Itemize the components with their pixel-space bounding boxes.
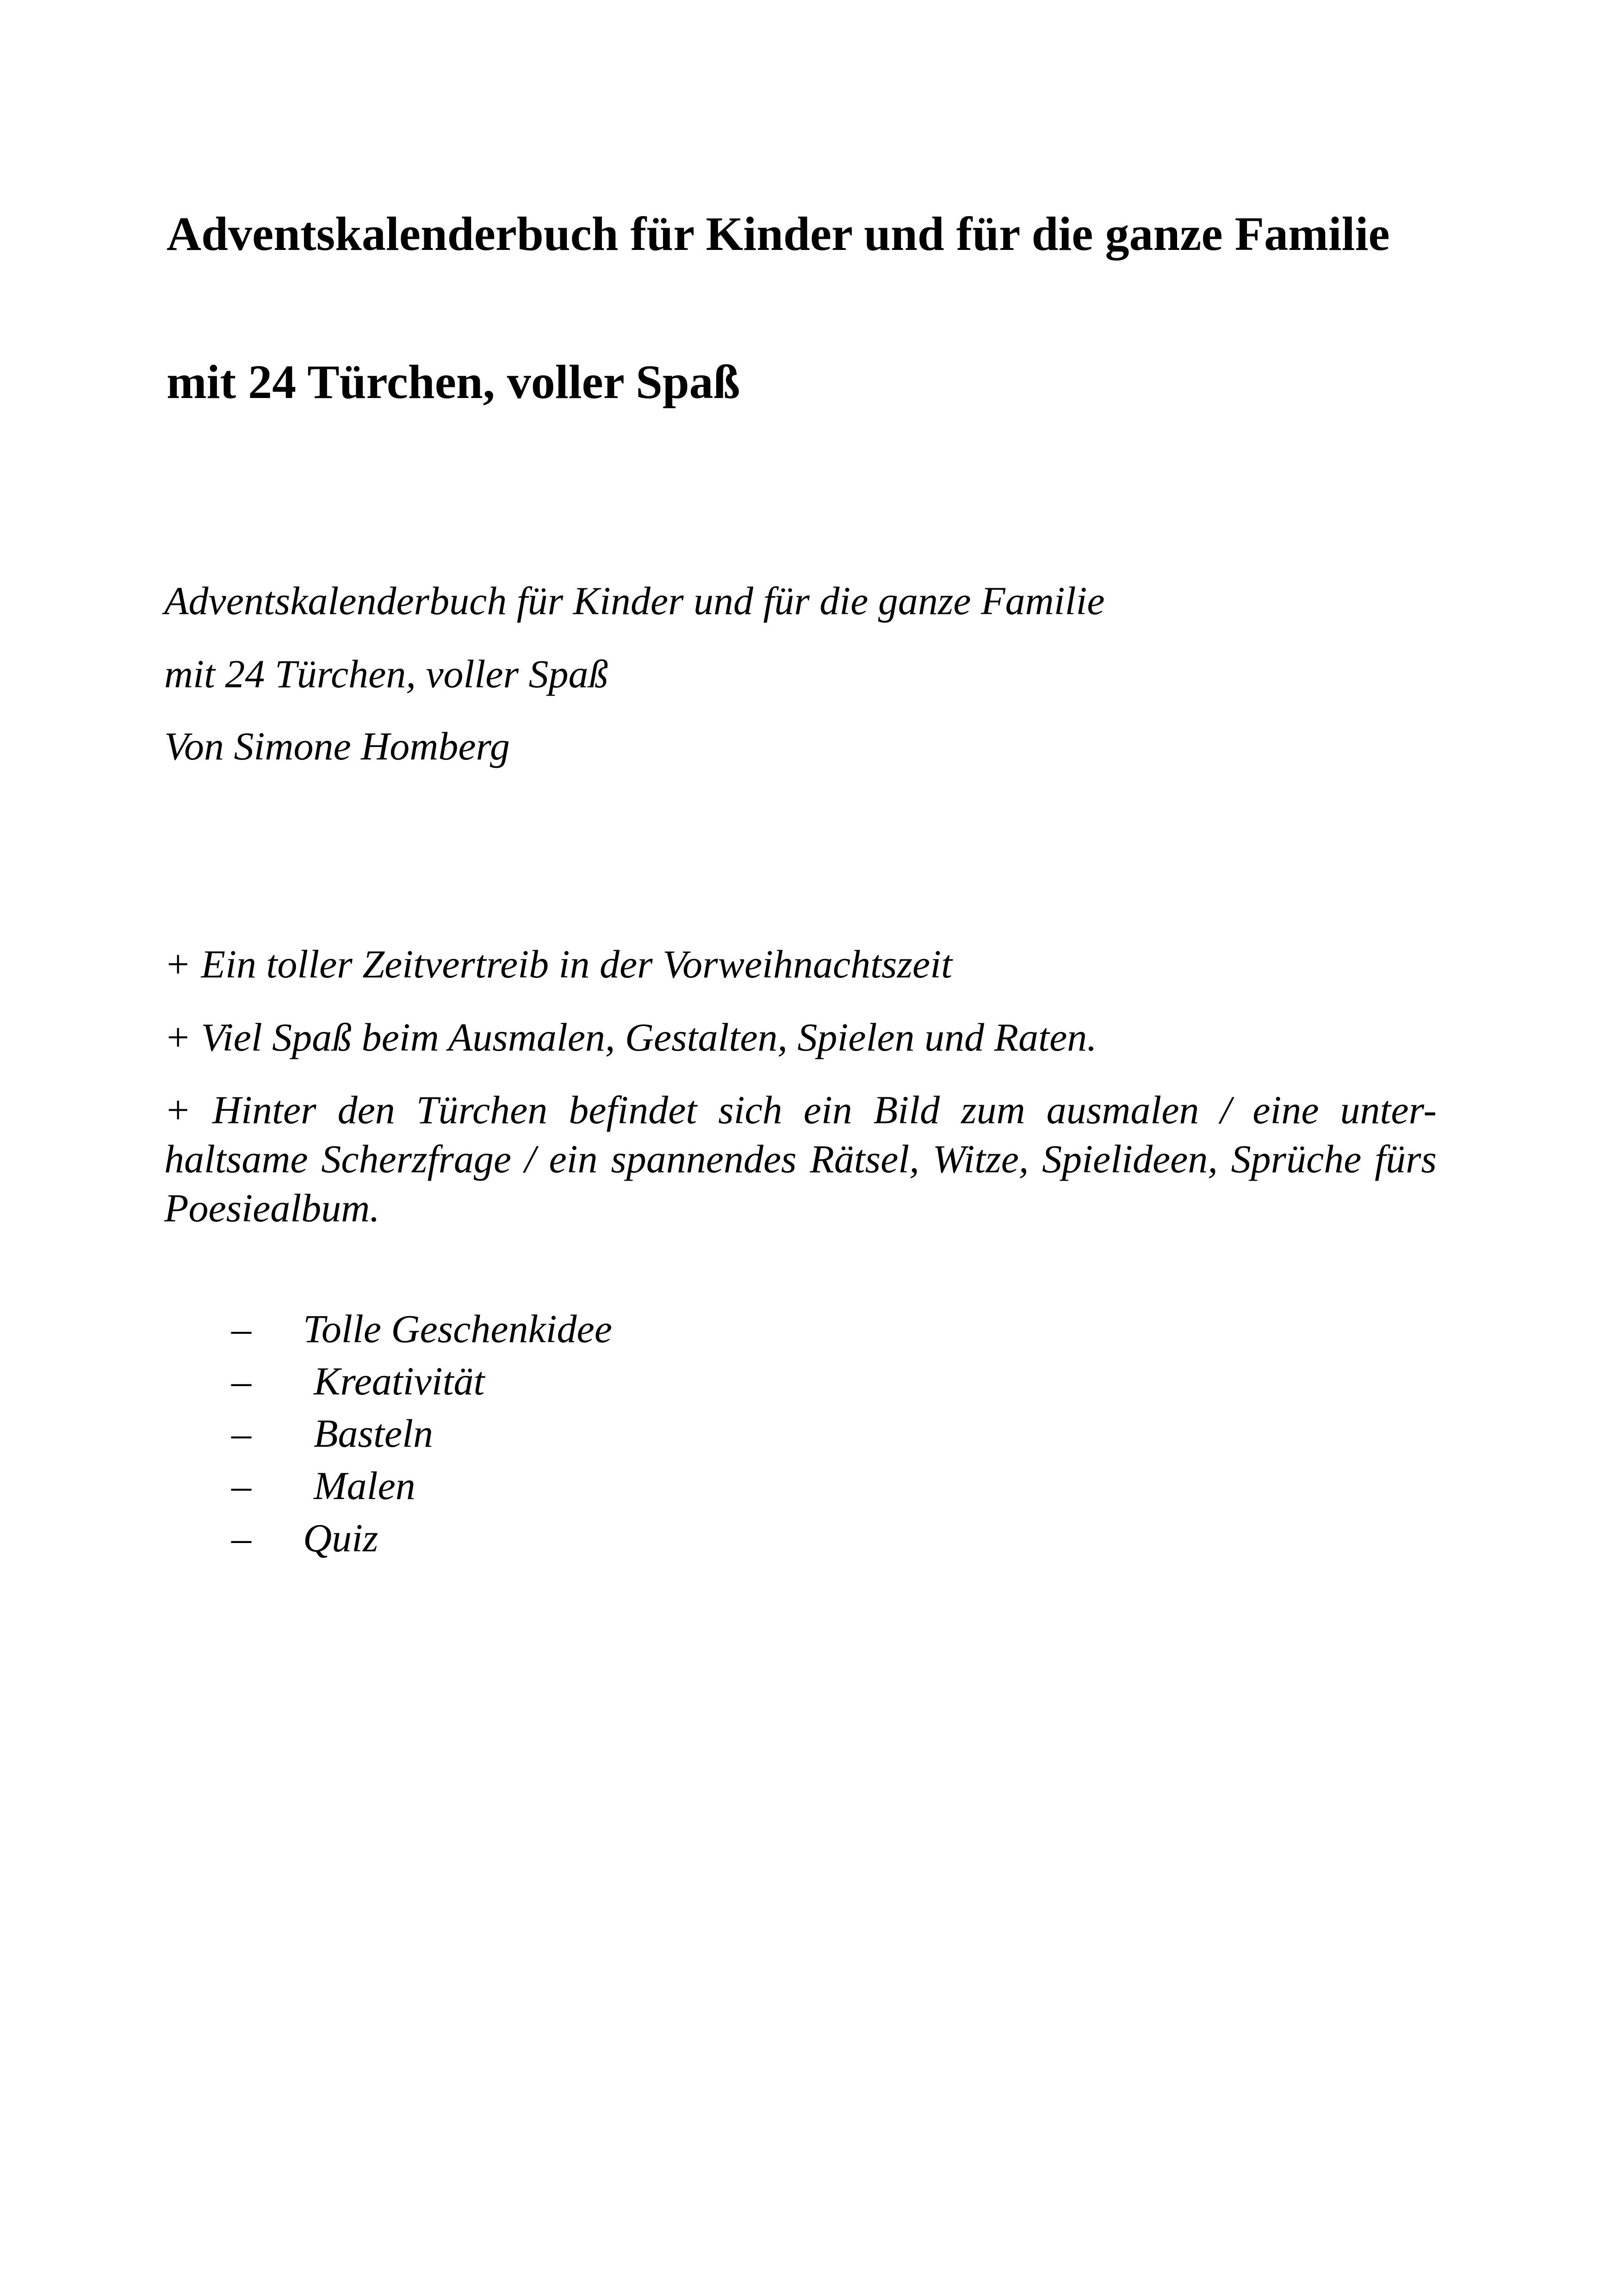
list-item-text: Malen <box>314 1463 415 1508</box>
list-item-text: Tolle Geschenkidee <box>303 1307 612 1351</box>
dash-bullet: – <box>231 1359 251 1403</box>
list-item-text: Basteln <box>314 1411 433 1456</box>
dash-bullet: – <box>231 1411 251 1456</box>
list-item <box>0 1355 925 1407</box>
list-item <box>0 1407 925 1459</box>
book-subtitle-italic: mit 24 Türchen, voller Spaß <box>164 652 608 696</box>
feature-item: + Ein toller Zeitvertreib in der Vorweihnachtszeit <box>164 942 952 986</box>
list-item <box>0 1460 925 1512</box>
dash-bullet: – <box>231 1463 251 1508</box>
list-item-text: Kreativität <box>314 1359 485 1403</box>
list-item <box>0 1303 925 1355</box>
list-item <box>0 1512 925 1564</box>
page-subtitle-heading: mit 24 Türchen, voller Spaß <box>167 355 740 409</box>
book-title-italic: Adventskalenderbuch für Kinder und für die ganze Familie <box>164 579 1105 623</box>
page-title: Adventskalenderbuch für Kinder und für die ganze Familie <box>167 207 1390 261</box>
feature-item: + Viel Spaß beim Ausmalen, Gestalten, Spielen und Raten. <box>164 1015 1097 1059</box>
list-item-text: Quiz <box>303 1516 378 1560</box>
dash-bullet: – <box>231 1307 251 1351</box>
dash-bullet: – <box>231 1516 251 1560</box>
author-line: Von Simone Homberg <box>164 724 510 768</box>
feature-item: + Hinter den Türchen befindet sich ein Bild zum ausmalen / eine unter-haltsame Scherzfrage / ein spannendes Rätsel, Witze, Spielideen, Sprüche fürs Poesiealbum. <box>164 1088 1437 1230</box>
